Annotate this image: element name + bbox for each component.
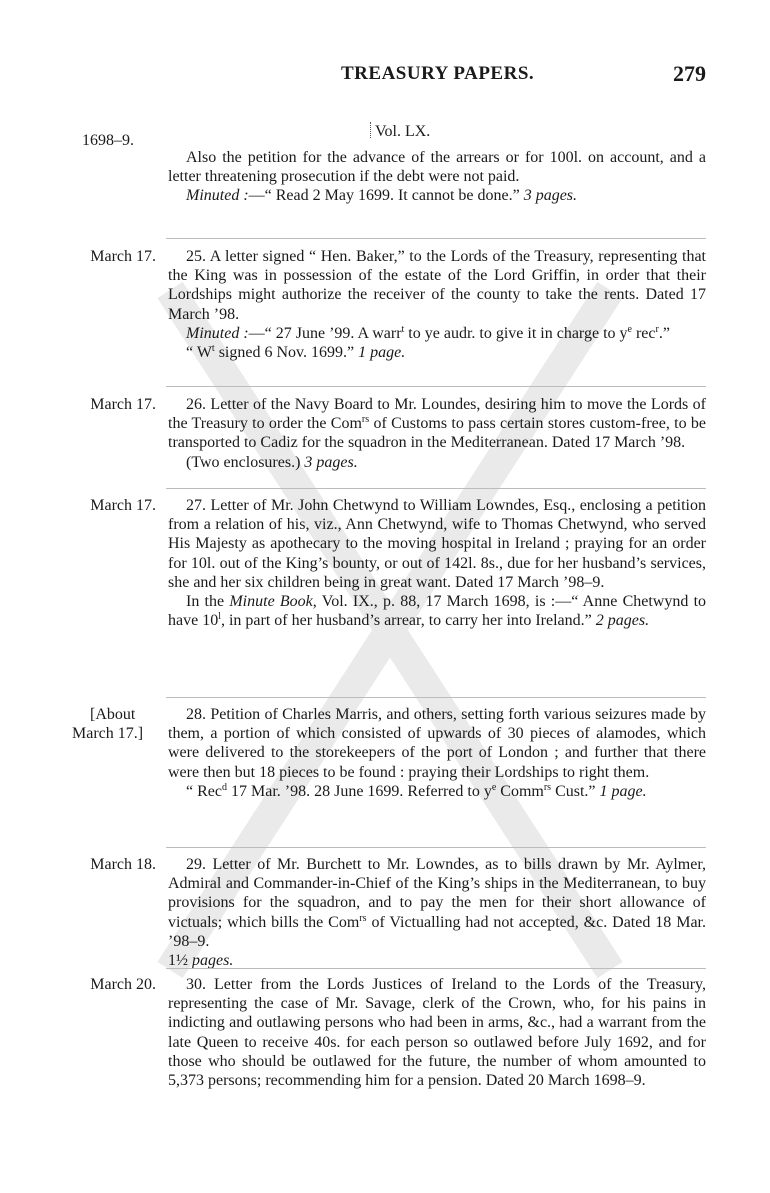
- entry-text: 28. Petition of Charles Marris, and others, setting forth various seizures made by them, a portion of which consisted of upwards of 30 pieces of alamodes, which were delivered to the storekeepers of the port of London ; and further that there were then but 18 pieces to be found : praying their Lordships to right them.: [168, 706, 706, 781]
- entry-divider: [166, 488, 706, 489]
- volume-label: Vol. LX.: [375, 123, 431, 140]
- entry-divider: [166, 386, 706, 387]
- note-text: “ W: [186, 344, 212, 362]
- entry-minute: [168, 324, 706, 343]
- entry-divider: [166, 697, 706, 698]
- entry-text: [168, 395, 706, 453]
- note-text: , in part of her husband’s arrear, to carry her into Ireland.”: [220, 612, 592, 630]
- pages-count: 2 pages.: [595, 612, 650, 630]
- running-title: TREASURY PAPERS.: [341, 63, 535, 84]
- note-text: Vol. IX., p. 88, 17 March 1698, is :—“ Anne Chetwynd to have 10: [168, 593, 707, 630]
- minute-book-title: Minute Book,: [229, 593, 317, 611]
- entry-text: [168, 855, 706, 951]
- entry-text: 25. A letter signed “ Hen. Baker,” to the Lords of the Treasury, representing that the King was in possession of the estate of the Lord Griffin, in order that their Lordships might authorize the receiver of the county to take the rents. Dated 17 March ’98.: [168, 248, 706, 323]
- entry-text-part: 26. Letter of the Navy Board to Mr. Loundes, desiring him to move the Lords of the Treasury to order the Com: [168, 396, 706, 433]
- entry-date: March 20.: [90, 976, 156, 993]
- pages-count: pages.: [192, 952, 234, 970]
- entry-date: March 18.: [90, 856, 156, 873]
- entry-divider: [166, 238, 706, 239]
- note-text: In the: [186, 593, 230, 611]
- entry-text-part: of Customs to pass certain stores custom-free, to be transported to Cadiz for the squadron in the Mediterranean. Dated 17 March ’98.: [168, 415, 706, 452]
- entry-note: [168, 343, 706, 362]
- note-text: “ Rec: [186, 782, 222, 800]
- entry-note: [168, 782, 706, 801]
- entry-divider: [166, 968, 706, 969]
- note-text: Cust.”: [551, 782, 596, 800]
- entry-text: 27. Letter of Mr. John Chetwynd to William Lowndes, Esq., enclosing a petition from a relation of his, viz., Ann Chetwynd, wife to Thomas Chetwynd, who served His Majesty as apothecary to the moving hospital in Ireland ; praying for an order for 10l. out of the King’s bounty, or out of 142l. 8s., due for her husband’s services, she and her six children being in great want. Dated 17 March ’98–9.: [168, 497, 706, 591]
- continuation-text: Also the petition for the advance of the arrears or for 100l. on account, and a letter threatening prosecution if the debt were not paid.: [168, 149, 706, 186]
- margin-year: 1698–9.: [82, 132, 134, 149]
- superscript: rs: [361, 414, 370, 426]
- entry-25: [168, 247, 706, 362]
- entry-date: March 17.: [90, 248, 156, 265]
- continuation-minute: [168, 186, 706, 205]
- minute-label: Minuted :: [186, 324, 249, 342]
- entry-text-part: 29. Letter of Mr. Burchett to Mr. Lowndes, as to bills drawn by Mr. Aylmer, Admiral and Commander-in-Chief of the King’s ships in the Mediterranean, to buy provisions for the squadron, and to pay the men for their short allowance of victuals; which bills the Com: [168, 856, 706, 931]
- date-line: [About: [90, 706, 136, 723]
- superscript: d: [221, 781, 227, 793]
- entry-29: [168, 855, 706, 970]
- entry-text-part: of Victualling had not accepted, &c. Dated 18 Mar. ’98–9.: [168, 913, 706, 950]
- entry-text: 30. Letter from the Lords Justices of Ireland to the Lords of the Treasury, representing the case of Mr. Savage, clerk of the Crown, who, for his pains in indicting and outlawing persons who had been in arms, &c., had a warrant from the late Queen to receive 40s. for each person so outlawed before July 1692, and for those who should be outlawed for the future, the number of whom amounted to 5,373 persons; recommending him for a pension. Dated 20 March 1698–9.: [168, 976, 706, 1090]
- entry-date: [72, 705, 162, 743]
- note-text: 17 Mar. ’98. 28 June 1699. Referred to y: [226, 782, 492, 800]
- pages-count: 3 pages.: [523, 187, 578, 205]
- minute-label: Minuted :: [186, 187, 249, 205]
- note-text: Comm: [496, 782, 544, 800]
- entry-note: [168, 453, 706, 472]
- superscript: e: [627, 323, 632, 335]
- date-line: March 17.]: [72, 725, 144, 743]
- entry-30: [168, 975, 706, 1090]
- minute-text: .”: [658, 324, 670, 342]
- minute-text: rec: [631, 324, 656, 342]
- entry-divider: [166, 847, 706, 848]
- pages-number: 1½: [168, 952, 188, 970]
- pages-count: 1 page.: [599, 782, 647, 800]
- superscript: l: [218, 611, 221, 623]
- continuation-entry: [168, 148, 706, 206]
- superscript: rs: [359, 912, 367, 924]
- superscript: r: [655, 323, 659, 335]
- entry-27: [168, 496, 706, 630]
- note-text: (Two enclosures.): [186, 453, 301, 471]
- entry-date: March 17.: [90, 497, 156, 514]
- superscript: rs: [543, 781, 552, 793]
- volume-marker: [370, 122, 372, 138]
- superscript: t: [211, 343, 215, 355]
- minute-text: —“ 27 June ’99. A warr: [248, 324, 402, 342]
- pages-count: 1 page.: [358, 344, 406, 362]
- entry-date: March 17.: [90, 396, 156, 413]
- volume-heading: [370, 122, 430, 141]
- entry-note: [168, 592, 706, 630]
- superscript: t: [401, 323, 405, 335]
- note-text: signed 6 Nov. 1699.”: [214, 344, 355, 362]
- minute-text: —“ Read 2 May 1699. It cannot be done.”: [248, 187, 520, 205]
- minute-text: to ye audr. to give it in charge to y: [404, 324, 628, 342]
- entry-28: [168, 705, 706, 801]
- entry-26: [168, 395, 706, 472]
- page-number: 279: [673, 61, 706, 86]
- pages-count: 3 pages.: [304, 453, 358, 471]
- superscript: e: [491, 781, 497, 793]
